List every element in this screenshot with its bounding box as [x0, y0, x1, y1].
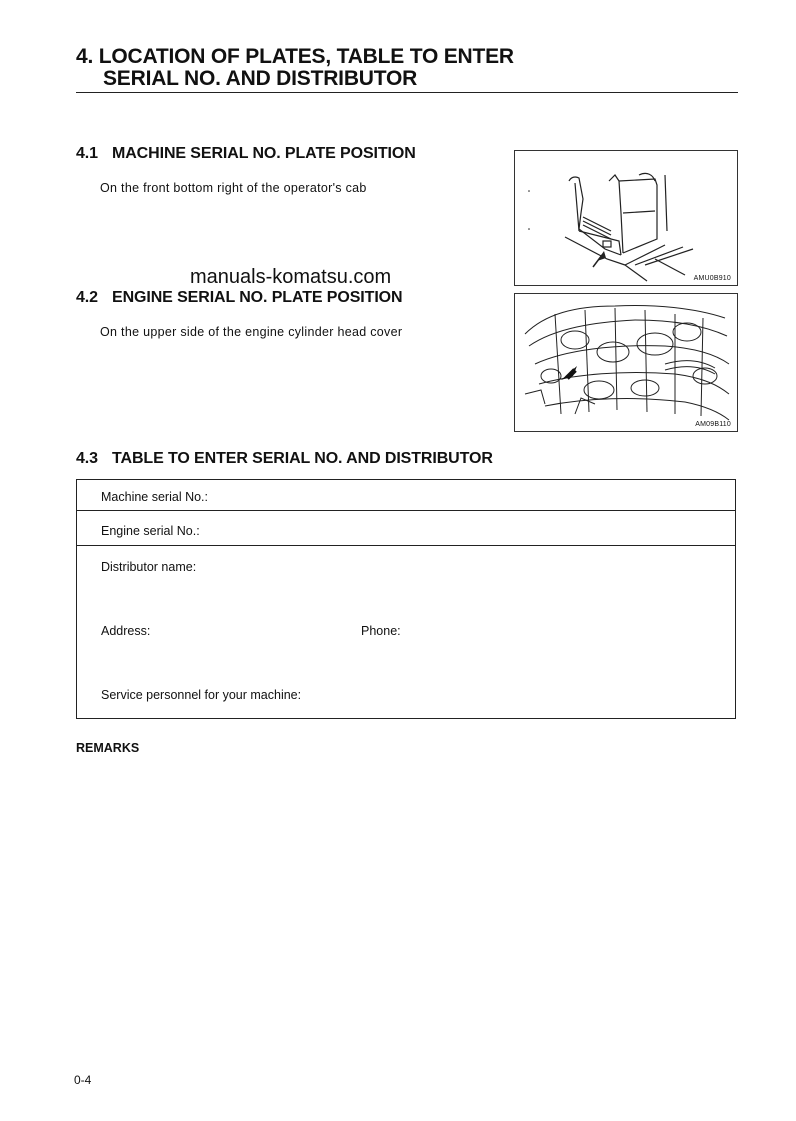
address-label: Address:	[101, 624, 151, 638]
phone-label: Phone:	[361, 624, 401, 638]
page-number: 0-4	[74, 1073, 92, 1087]
page-title	[76, 46, 514, 90]
engine-illustration	[515, 294, 737, 431]
title-underline	[76, 92, 738, 93]
cab-illustration	[515, 151, 737, 285]
section-number: 4.1	[76, 145, 98, 162]
machine-serial-label: Machine serial No.:	[101, 490, 208, 504]
figure-cab-plate	[514, 150, 738, 286]
section-title: MACHINE SERIAL NO. PLATE POSITION	[112, 145, 416, 162]
remarks-heading: REMARKS	[76, 741, 140, 755]
section-heading-4-2	[76, 289, 402, 307]
section-text-4-2: On the upper side of the engine cylinder head cover	[100, 325, 403, 339]
service-personnel-label: Service personnel for your machine:	[101, 688, 302, 702]
section-heading-4-3	[76, 450, 493, 468]
watermark-text: manuals-komatsu.com	[190, 266, 392, 288]
figure-engine-plate	[514, 293, 738, 432]
form-row-distributor	[77, 545, 735, 720]
page-title-line-1: 4. LOCATION OF PLATES, TABLE TO ENTER	[76, 45, 514, 68]
section-text-4-1: On the front bottom right of the operator's cab	[100, 181, 367, 195]
section-heading-4-1	[76, 145, 416, 163]
figure-code: AM09B110	[695, 421, 731, 428]
section-number: 4.2	[76, 289, 98, 306]
section-title: TABLE TO ENTER SERIAL NO. AND DISTRIBUTOR	[112, 450, 493, 467]
figure-code: AMU0B910	[693, 275, 731, 282]
section-title: ENGINE SERIAL NO. PLATE POSITION	[112, 289, 403, 306]
form-row-machine-serial	[77, 480, 735, 511]
serial-distributor-form	[76, 479, 736, 719]
section-number: 4.3	[76, 450, 98, 467]
distributor-name-label: Distributor name:	[101, 560, 197, 574]
engine-serial-label: Engine serial No.:	[101, 524, 200, 538]
form-row-engine-serial	[77, 510, 735, 546]
page-title-line-2: SERIAL NO. AND DISTRIBUTOR	[103, 67, 418, 90]
